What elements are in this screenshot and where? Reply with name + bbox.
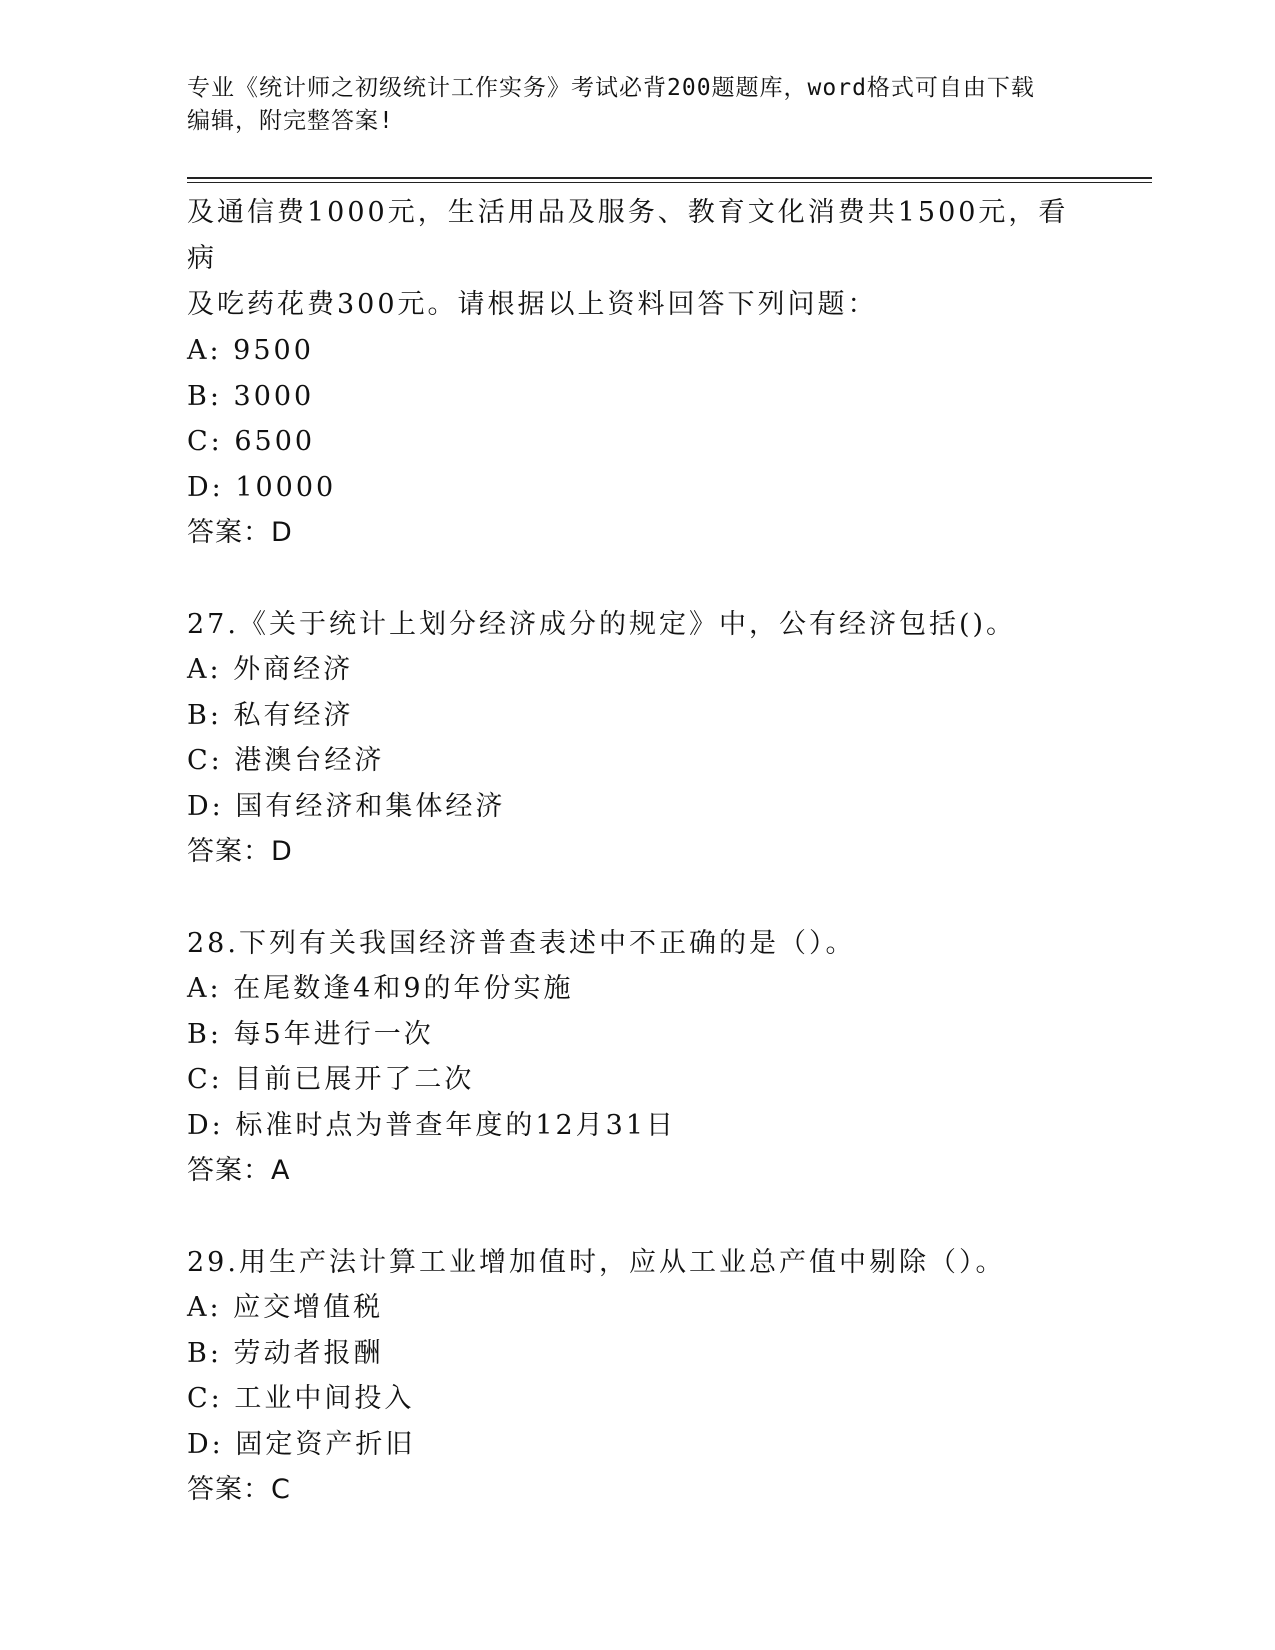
- document-header: [187, 72, 1087, 138]
- spacer: [187, 555, 1087, 602]
- option-b: B: 3000: [187, 380, 315, 412]
- option-a: A: 9500: [187, 335, 314, 366]
- option-a: A: 外商经济: [187, 654, 354, 685]
- header-line-2: 编辑，附完整答案!: [187, 108, 394, 134]
- intro-line-1: 及通信费1000元，生活用品及服务、教育文化消费共1500元，看病: [187, 197, 1069, 274]
- answer-line: 答案：A: [187, 1155, 291, 1186]
- question-text: 29.用生产法计算工业增加值时，应从工业总产值中剔除（）。: [187, 1247, 1006, 1278]
- option-b: B: 每5年进行一次: [187, 1018, 434, 1050]
- question-intro-block: [187, 190, 1087, 555]
- intro-line-2: 及吃药花费300元。请根据以上资料回答下列问题：: [187, 289, 878, 320]
- option-c: C: 目前已展开了二次: [187, 1064, 475, 1095]
- spacer: [187, 1193, 1087, 1240]
- option-c: C: 6500: [187, 426, 316, 457]
- option-c: C: 工业中间投入: [187, 1383, 415, 1414]
- question-text: 28.下列有关我国经济普查表述中不正确的是（）。: [187, 928, 856, 959]
- answer-line: 答案：C: [187, 1474, 291, 1505]
- answer-line: 答案：D: [187, 517, 293, 548]
- option-d: D: 10000: [187, 471, 337, 503]
- option-b: B: 劳动者报酬: [187, 1337, 384, 1369]
- question-29: [187, 1240, 1087, 1512]
- question-28: [187, 921, 1087, 1193]
- header-divider-thin: [187, 182, 1152, 183]
- question-27: [187, 602, 1087, 874]
- header-divider-thick: [187, 177, 1152, 179]
- option-d: D: 固定资产折旧: [187, 1428, 416, 1460]
- option-a: A: 在尾数逢4和9的年份实施: [187, 973, 574, 1004]
- option-d: D: 国有经济和集体经济: [187, 790, 506, 822]
- spacer: [187, 874, 1087, 921]
- answer-line: 答案：D: [187, 836, 293, 867]
- option-d: D: 标准时点为普查年度的12月31日: [187, 1109, 677, 1141]
- document-body: [187, 190, 1087, 1512]
- header-line-1: 专业《统计师之初级统计工作实务》考试必背200题题库，word格式可自由下载: [187, 75, 1035, 101]
- option-c: C: 港澳台经济: [187, 745, 385, 776]
- option-b: B: 私有经济: [187, 699, 354, 731]
- question-text: 27.《关于统计上划分经济成分的规定》中，公有经济包括()。: [187, 609, 1017, 640]
- option-a: A: 应交增值税: [187, 1292, 384, 1323]
